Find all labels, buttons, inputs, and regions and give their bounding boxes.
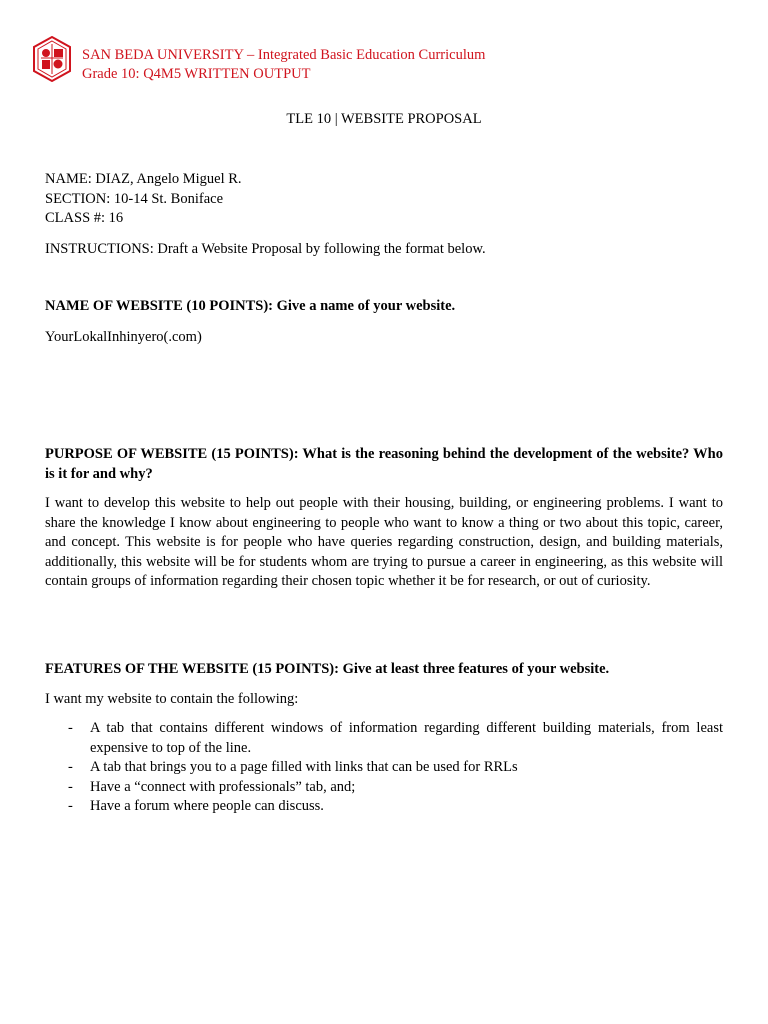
list-item — [45, 758, 723, 778]
website-name-heading: NAME OF WEBSITE (10 POINTS): Give a name of your website. — [45, 298, 456, 314]
list-item — [45, 719, 723, 758]
website-name-answer: YourLokalInhinyero(.com) — [45, 328, 202, 345]
website-name-section — [45, 297, 723, 347]
school-header — [82, 46, 485, 84]
website-features-heading: FEATURES OF THE WEBSITE (15 POINTS): Give at least three features of your website. — [45, 661, 610, 677]
feature-text: A tab that contains different windows of information regarding different building materials, from least expensive to top of the line. — [90, 720, 723, 756]
website-features-section — [45, 660, 723, 817]
document-title: TLE 10 | WEBSITE PROPOSAL — [286, 111, 482, 127]
bullet-dash: - — [68, 798, 73, 814]
website-features-intro: I want my website to contain the following: — [45, 690, 299, 707]
san-beda-seal-icon — [32, 36, 72, 82]
list-item — [45, 778, 723, 798]
website-purpose-heading: PURPOSE OF WEBSITE (15 POINTS): What is the reasoning behind the development of the website? Who is it for and why? — [45, 446, 723, 482]
features-list — [45, 719, 723, 817]
website-purpose-answer: I want to develop this website to help out people with their housing, building, or engineering problems. I want to share the knowledge I know about engineering to people who want to know a thing or two about this topic, career, and concept. This website is for people who have queries regarding construction, design, and building materials, additionally, this website will be for students whom are trying to pursue a career in engineering, as this website will contain groups of information regarding their chosen topic whether it be for research, or out of curiosity. — [45, 495, 723, 589]
list-item — [45, 797, 723, 817]
bullet-dash: - — [68, 759, 73, 775]
bullet-dash: - — [68, 720, 73, 736]
student-class-number: CLASS #: 16 — [45, 210, 124, 226]
student-section: SECTION: 10-14 St. Boniface — [45, 190, 224, 207]
instructions: INSTRUCTIONS: Draft a Website Proposal by following the format below. — [45, 240, 486, 257]
feature-text: Have a “connect with professionals” tab, and; — [90, 778, 356, 795]
feature-text: A tab that brings you to a page filled with links that can be used for RRLs — [90, 759, 518, 775]
website-purpose-section — [45, 445, 723, 592]
student-name: NAME: DIAZ, Angelo Miguel R. — [45, 171, 242, 187]
bullet-dash: - — [68, 778, 73, 795]
feature-text: Have a forum where people can discuss. — [90, 798, 324, 814]
grade-label: Grade 10: Q4M5 WRITTEN OUTPUT — [82, 66, 311, 82]
student-info — [45, 170, 486, 259]
school-name: SAN BEDA UNIVERSITY – Integrated Basic Education Curriculum — [82, 47, 486, 63]
